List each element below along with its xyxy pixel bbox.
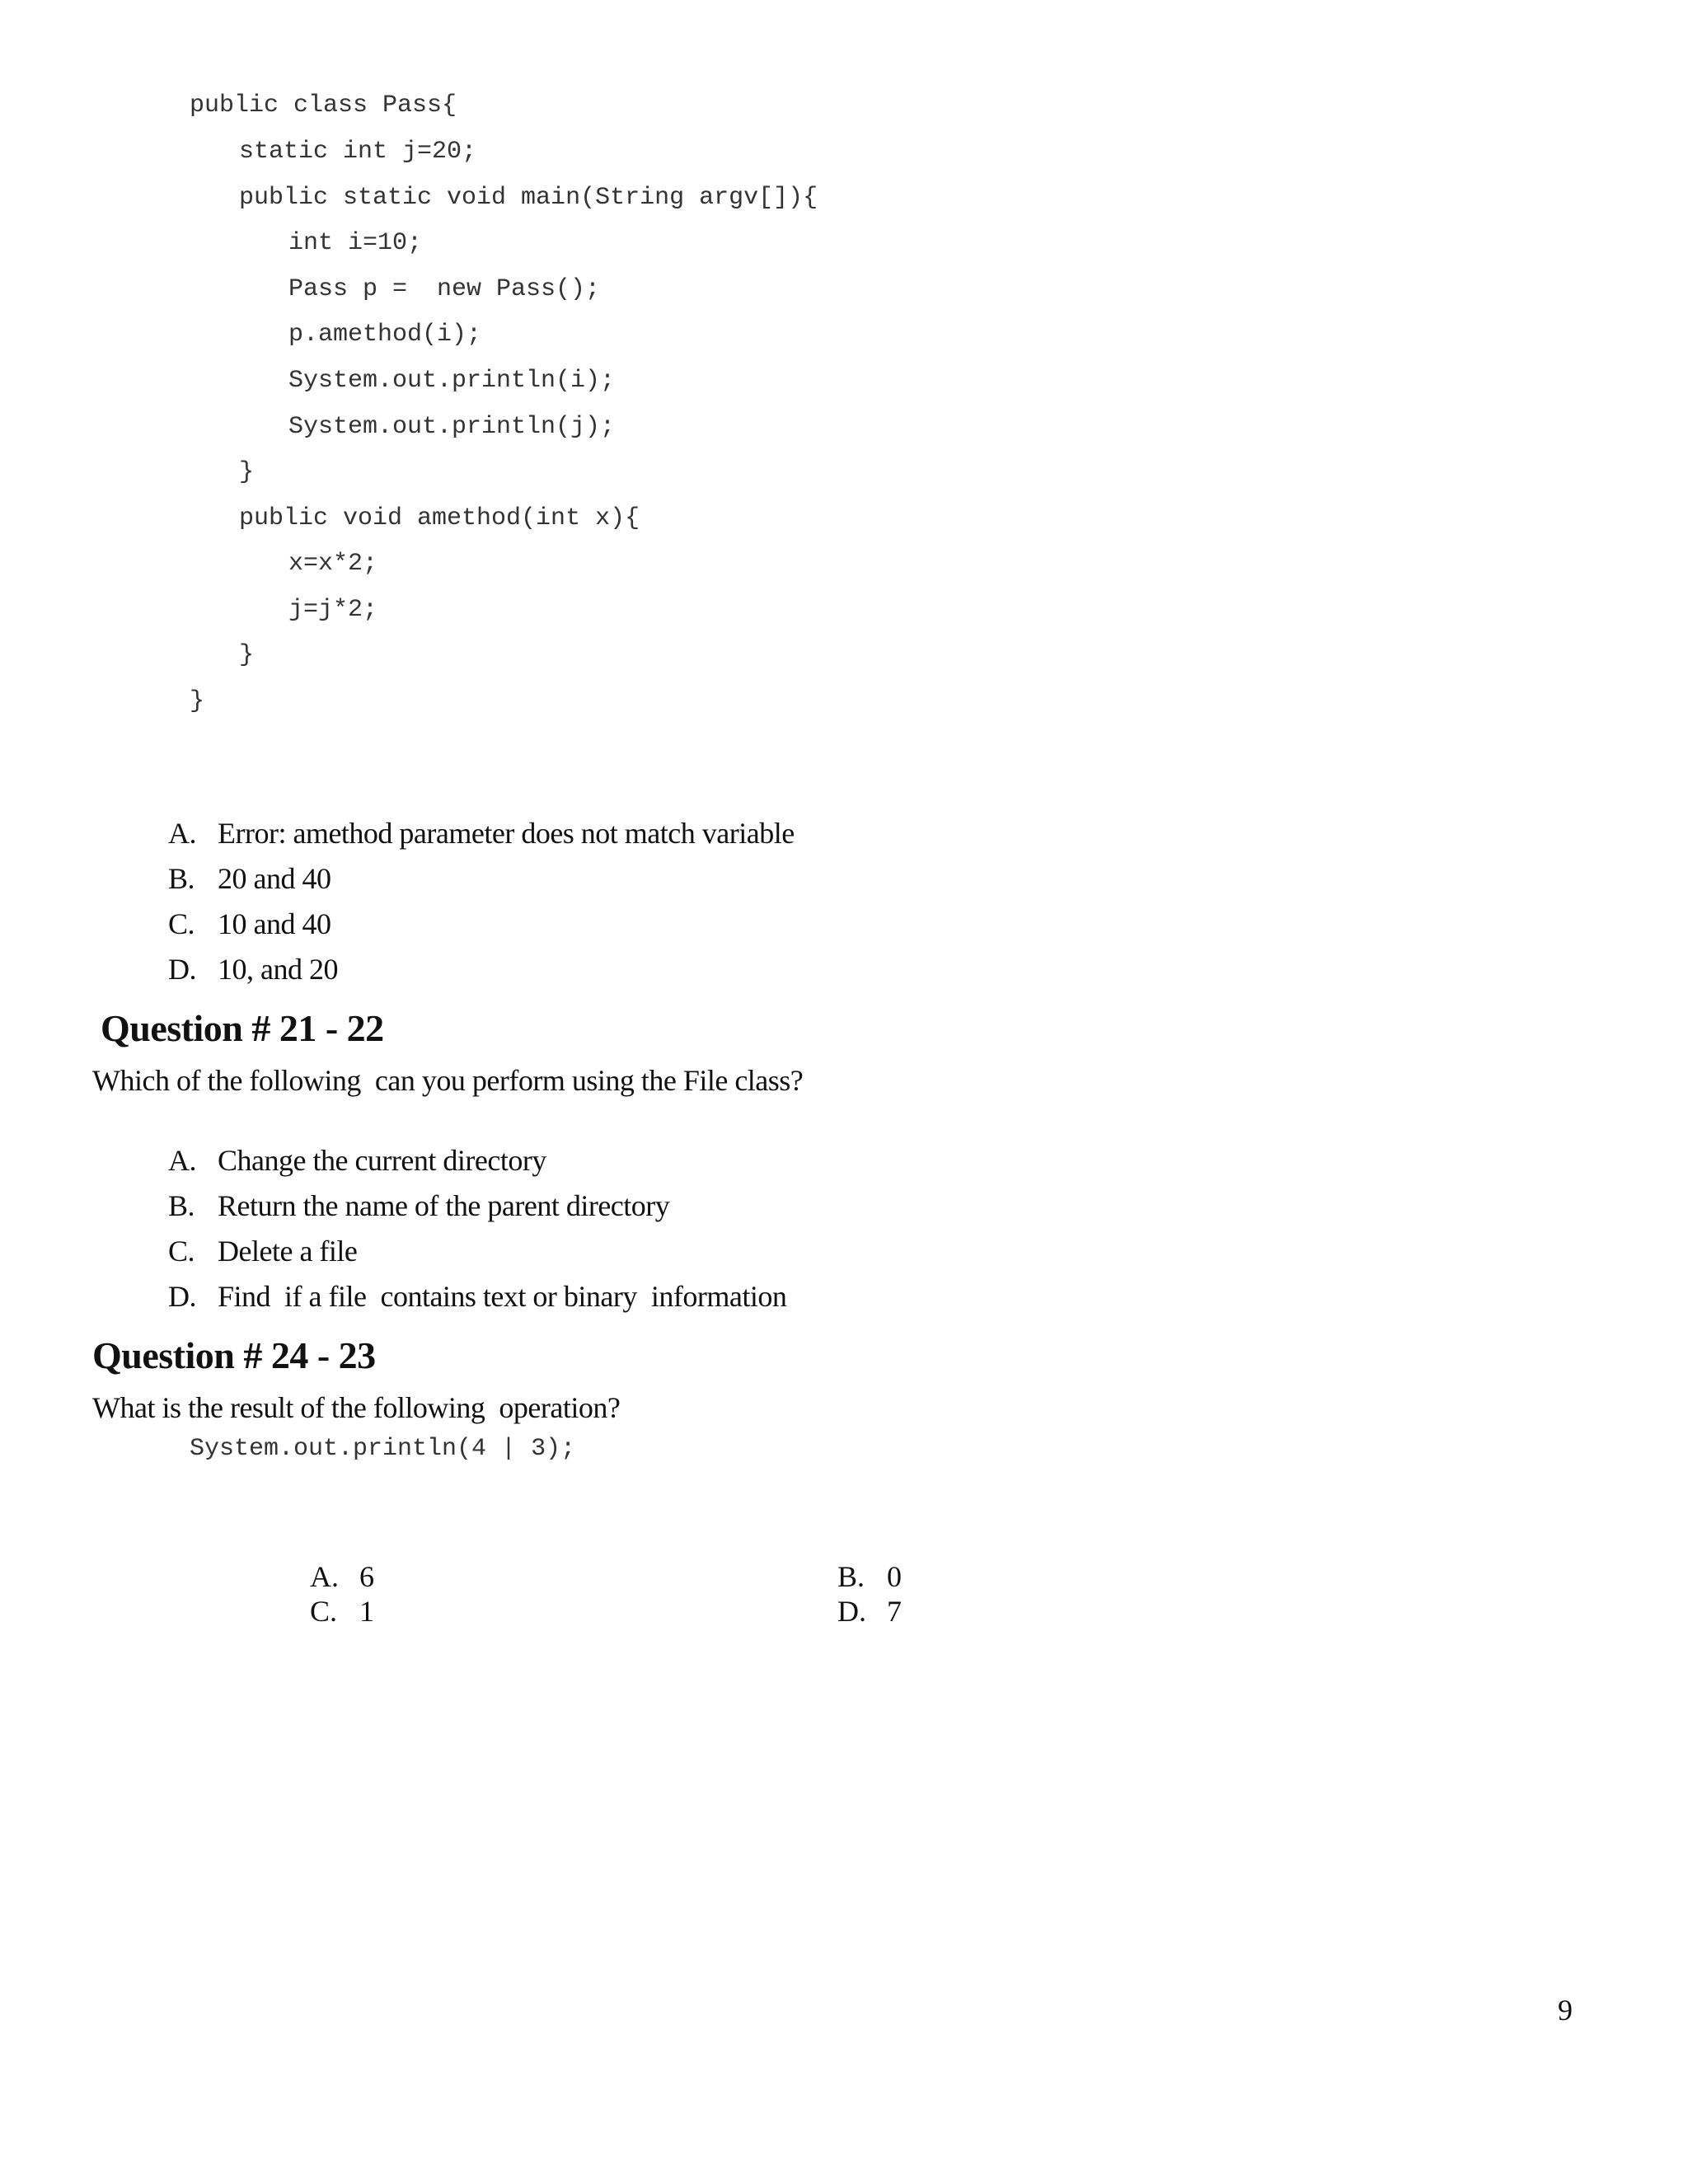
code-line: System.out.println(j); [288, 413, 616, 441]
code-line: static int j=20; [239, 138, 477, 166]
option-text: Change the current directory [218, 1144, 546, 1177]
option-letter: A. [168, 817, 196, 850]
option-letter: D. [168, 953, 196, 986]
code-line: int i=10; [288, 229, 423, 257]
code-line: Pass p = new Pass(); [288, 275, 601, 303]
option-letter: B. [168, 862, 195, 895]
code-line: j=j*2; [288, 596, 378, 624]
answer-option [140, 1244, 786, 1348]
answer-option [140, 917, 338, 1021]
option-text: 6 [359, 1560, 374, 1593]
option-text: 0 [887, 1560, 902, 1593]
code-line: System.out.println(4 | 3); [190, 1435, 576, 1463]
answer-option [280, 1559, 374, 1663]
option-text: 10 and 40 [218, 907, 331, 940]
option-text: Return the name of the parent directory [218, 1189, 670, 1222]
code-line: x=x*2; [288, 550, 378, 578]
code-line: System.out.println(i); [288, 367, 616, 395]
question-heading: Question # 24 - 23 [92, 1334, 376, 1376]
code-line: public void amethod(int x){ [239, 504, 640, 532]
option-letter: C. [310, 1595, 338, 1628]
code-line: } [239, 458, 255, 486]
option-letter: A. [310, 1560, 339, 1593]
option-letter: B. [837, 1560, 865, 1593]
option-letter: B. [168, 1189, 195, 1222]
option-letter: D. [837, 1595, 866, 1628]
option-letter: D. [168, 1280, 196, 1313]
option-letter: A. [168, 1144, 196, 1177]
code-line: public class Pass{ [190, 91, 457, 120]
option-letter: C. [168, 907, 195, 940]
option-text: Delete a file [218, 1235, 358, 1268]
option-letter: C. [168, 1235, 195, 1268]
option-text: 7 [887, 1595, 902, 1628]
option-text: 10, and 20 [218, 953, 338, 986]
code-line: public static void main(String argv[]){ [239, 184, 818, 212]
answer-option [808, 1559, 902, 1663]
question-text: What is the result of the following operation? [92, 1391, 621, 1424]
option-text: 1 [359, 1595, 374, 1628]
code-line: p.amethod(i); [288, 321, 482, 349]
question-text: Which of the following can you perform using the File class? [92, 1064, 804, 1097]
question-heading: Question # 21 - 22 [101, 1007, 384, 1049]
code-line: } [190, 687, 205, 715]
page-number: 9 [1558, 1994, 1573, 2027]
option-text: Error: amethod parameter does not match variable [218, 817, 795, 850]
code-line: } [239, 641, 255, 669]
option-text: 20 and 40 [218, 862, 331, 895]
option-text: Find if a file contains text or binary information [218, 1280, 787, 1313]
